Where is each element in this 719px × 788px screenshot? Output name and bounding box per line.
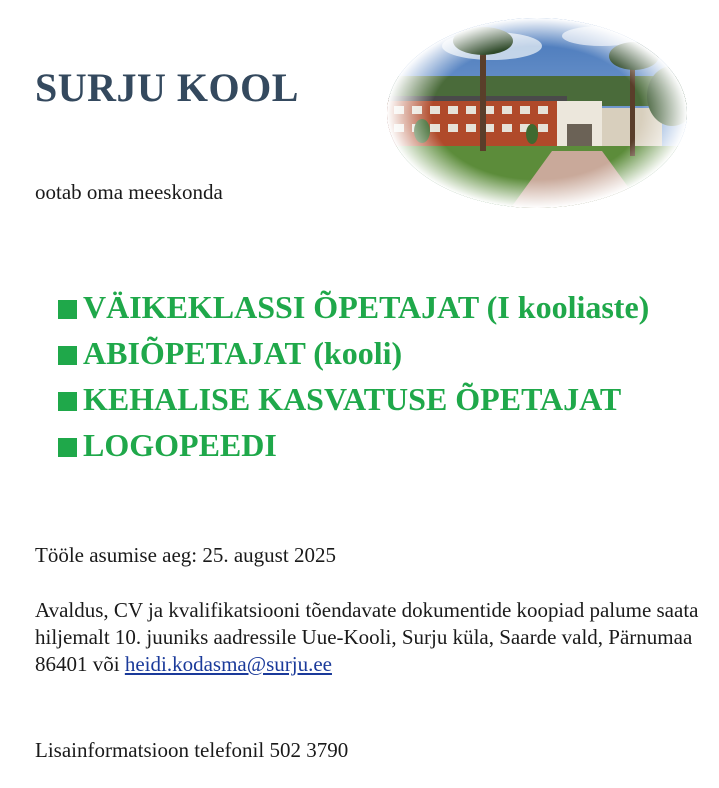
- contact-info: Lisainformatsioon telefonil 502 3790: [35, 738, 349, 762]
- start-date: Tööle asumise aeg: 25. august 2025: [35, 543, 336, 567]
- application-text: Avaldus, CV ja kvalifikatsiooni tõendavate dokumentide koopiad palume saata hiljemalt 10. juuniks aadressile Uue-Kooli, Surju küla, Saarde vald, Pärnumaa 86401 või: [35, 598, 699, 676]
- application-instructions: [35, 597, 705, 678]
- position-item: [58, 376, 649, 422]
- position-item: [58, 330, 649, 376]
- square-bullet-icon: [58, 392, 77, 411]
- school-title: SURJU KOOL: [35, 65, 299, 110]
- square-bullet-icon: [58, 300, 77, 319]
- position-label: VÄIKEKLASSI ÕPETAJAT (I kooliaste): [83, 288, 650, 325]
- subtitle: ootab oma meeskonda: [35, 180, 223, 204]
- square-bullet-icon: [58, 346, 77, 365]
- email-link[interactable]: heidi.kodasma@surju.ee: [124, 652, 332, 676]
- position-item: [58, 422, 649, 468]
- position-label: ABIÕPETAJAT (kooli): [83, 334, 403, 371]
- positions-list: [58, 284, 649, 468]
- school-building-photo: [372, 6, 702, 220]
- square-bullet-icon: [58, 438, 77, 457]
- position-label: LOGOPEEDI: [83, 426, 277, 463]
- position-item: [58, 284, 649, 330]
- position-label: KEHALISE KASVATUSE ÕPETAJAT: [83, 380, 622, 417]
